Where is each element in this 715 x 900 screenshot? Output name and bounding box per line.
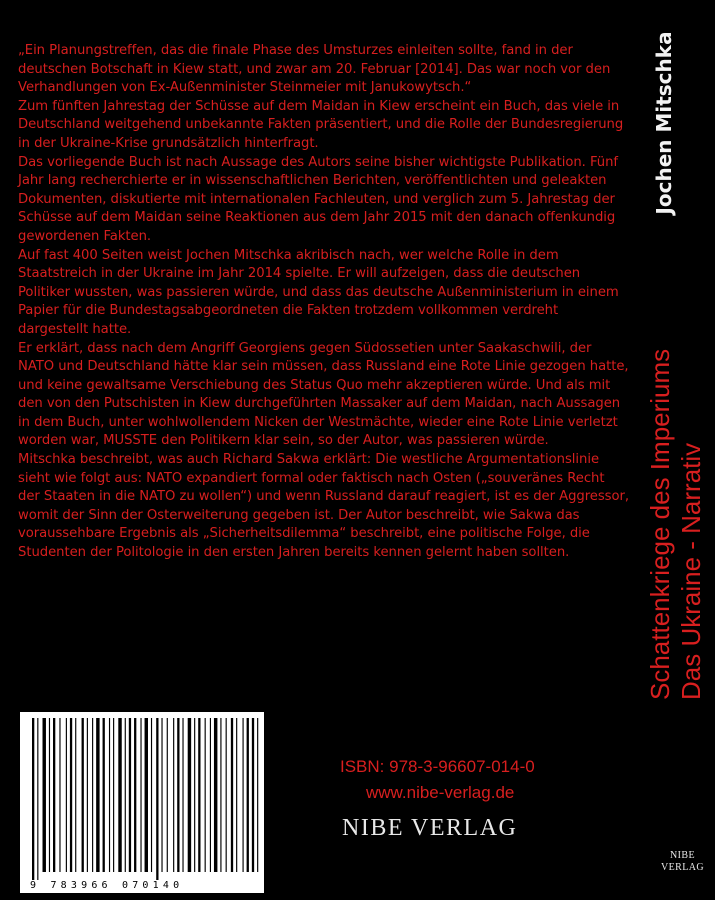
barcode-bar: [173, 718, 174, 872]
barcode-bar: [236, 718, 237, 872]
barcode-bars: [20, 712, 264, 880]
barcode-bar: [118, 718, 121, 872]
barcode-bar: [66, 718, 67, 872]
barcode-bar: [188, 718, 191, 872]
barcode-bar: [37, 718, 38, 880]
barcode-bar: [151, 718, 152, 872]
barcode-bar: [49, 718, 50, 872]
barcode-bar: [113, 718, 114, 872]
barcode-bar: [53, 718, 55, 872]
isbn-number: ISBN: 978-3-96607-014-0: [340, 757, 535, 776]
barcode-bar: [32, 718, 34, 880]
barcode-bar: [167, 718, 168, 872]
barcode-bar: [125, 718, 126, 872]
barcode-bar: [43, 718, 46, 872]
spine-title-line-2: Das Ukraine - Narrativ: [676, 442, 706, 700]
spine-author: Jochen Mitschka: [652, 31, 676, 215]
barcode-bar: [194, 718, 195, 872]
barcode-bar: [70, 718, 72, 872]
barcode-bar: [205, 718, 206, 872]
isbn-barcode: [20, 712, 264, 893]
blurb-paragraph: Er erklärt, dass nach dem Angriff Georgiens gegen Südossetien unter Saakaschwili, der NATO und Deutschland hätte klar sein müssen, dass Russland eine Rote Linie gezogen hatte, und keine gewaltsame Verschiebung des Status Quo mehr akzeptieren würde. Und als mit den von den Putschisten in Kiew durchgeführten Massaker auf dem Maidan, nach Aussagen in dem Buch, unter wohlwollendem Nicken der Westmächte, wieder eine Rote Linie verletzt worden war, MUSSTE den Politikern klar sein, so der Autor, was passieren würde.: [18, 340, 629, 449]
barcode-bar: [92, 718, 93, 872]
barcode-bar: [75, 718, 76, 872]
blurb-paragraph: Auf fast 400 Seiten weist Jochen Mitschka akribisch nach, wer welche Rolle in dem Staatstreich in der Ukraine im Jahr 2014 spielte. Er will aufzeigen, dass die deutschen Politiker wussten, was passieren würde, und dass das deutsche Außenministerium in einem Papier für die Bundestagsabgeordneten die Fakten trotzdem vollkommen verdreht dargestellt hatte.: [18, 247, 619, 337]
barcode-bar: [156, 718, 158, 880]
barcode-bar: [247, 718, 249, 872]
back-cover-blurb: [18, 42, 630, 563]
barcode-bar: [145, 718, 148, 872]
publisher-website: www.nibe-verlag.de: [366, 783, 515, 802]
barcode-bar: [109, 718, 110, 872]
spine-title: [645, 290, 715, 700]
blurb-paragraph: „Ein Planungstreffen, das die finale Phase des Umsturzes einleiten sollte, fand in der deutschen Botschaft in Kiew statt, und zwar am 20. Februar [2014]. Das war noch vor den Verhandlungen von Ex-Außenminister Steinmeier mit Janukowytsch.“: [18, 43, 611, 96]
barcode-bar: [243, 718, 244, 872]
blurb-paragraph: Zum fünften Jahrestag der Schüsse auf dem Maidan in Kiew erscheint ein Buch, das viele in Deutschland weitgehend unbekannte Fakten präsentiert, und die Rolle der Bundesregierung in der Ukraine-Krise grundsätzlich hinterfragt.: [18, 98, 624, 151]
spine-publisher-line-2: VERLAG: [661, 862, 704, 873]
barcode-bar: [177, 718, 179, 872]
barcode-bar: [214, 718, 217, 872]
barcode-bar: [220, 718, 221, 872]
barcode-bar: [210, 718, 211, 872]
barcode-bar: [226, 718, 227, 872]
barcode-bar: [103, 718, 105, 872]
barcode-bar: [134, 718, 136, 872]
publisher-name: NIBE VERLAG: [342, 815, 518, 841]
barcode-bar: [87, 718, 88, 872]
barcode-bar: [96, 718, 99, 872]
spine-publisher-line-1: NIBE: [670, 850, 695, 861]
spine-publisher-logo: [655, 850, 710, 874]
blurb-paragraph: Das vorliegende Buch ist nach Aussage des Autors seine bisher wichtigste Publikation. Fünf Jahr lang recherchierte er in wissenschaftlichen Berichten, veröffentlichten und geleakten Dokumenten, diskutierte mit internationalen Fachleuten, und verglich zum 5. Jahrestag der Schüsse auf dem Maidan seine Reaktionen aus dem Jahr 2015 mit den danach offenkundig gewordenen Fakten.: [18, 154, 618, 244]
barcode-digits: 9 783966 070140: [30, 880, 184, 891]
spine-title-line-1: Schattenkriege des Imperiums: [645, 348, 675, 700]
barcode-bar: [198, 718, 200, 872]
barcode-bar: [182, 718, 183, 872]
barcode-bar: [140, 718, 141, 872]
barcode-bar: [257, 718, 258, 872]
blurb-paragraph: Mitschka beschreibt, was auch Richard Sakwa erklärt: Die westliche Argumentationslinie sieht wie folgt aus: NATO expandiert formal oder faktisch nach Osten („souveränes Recht der Staaten in die NATO zu wollen“) und wenn Russland darauf reagiert, ist es der Aggressor, womit der Sinn der Osterweiterung gegeben ist. Der Autor beschreibt, wie Sakwa das voraussehbare Ergebnis als „Sicherheitsdilemma“ beschreibt, eine politische Folge, die Studenten der Politologie in den ersten Jahren bereits kennen gelernt haben sollten.: [18, 452, 630, 561]
barcode-bar: [129, 718, 131, 872]
barcode-bar: [82, 718, 84, 872]
barcode-bar: [231, 718, 233, 872]
barcode-bar: [59, 718, 60, 872]
barcode-bar: [161, 718, 162, 872]
barcode-bar: [252, 718, 254, 872]
